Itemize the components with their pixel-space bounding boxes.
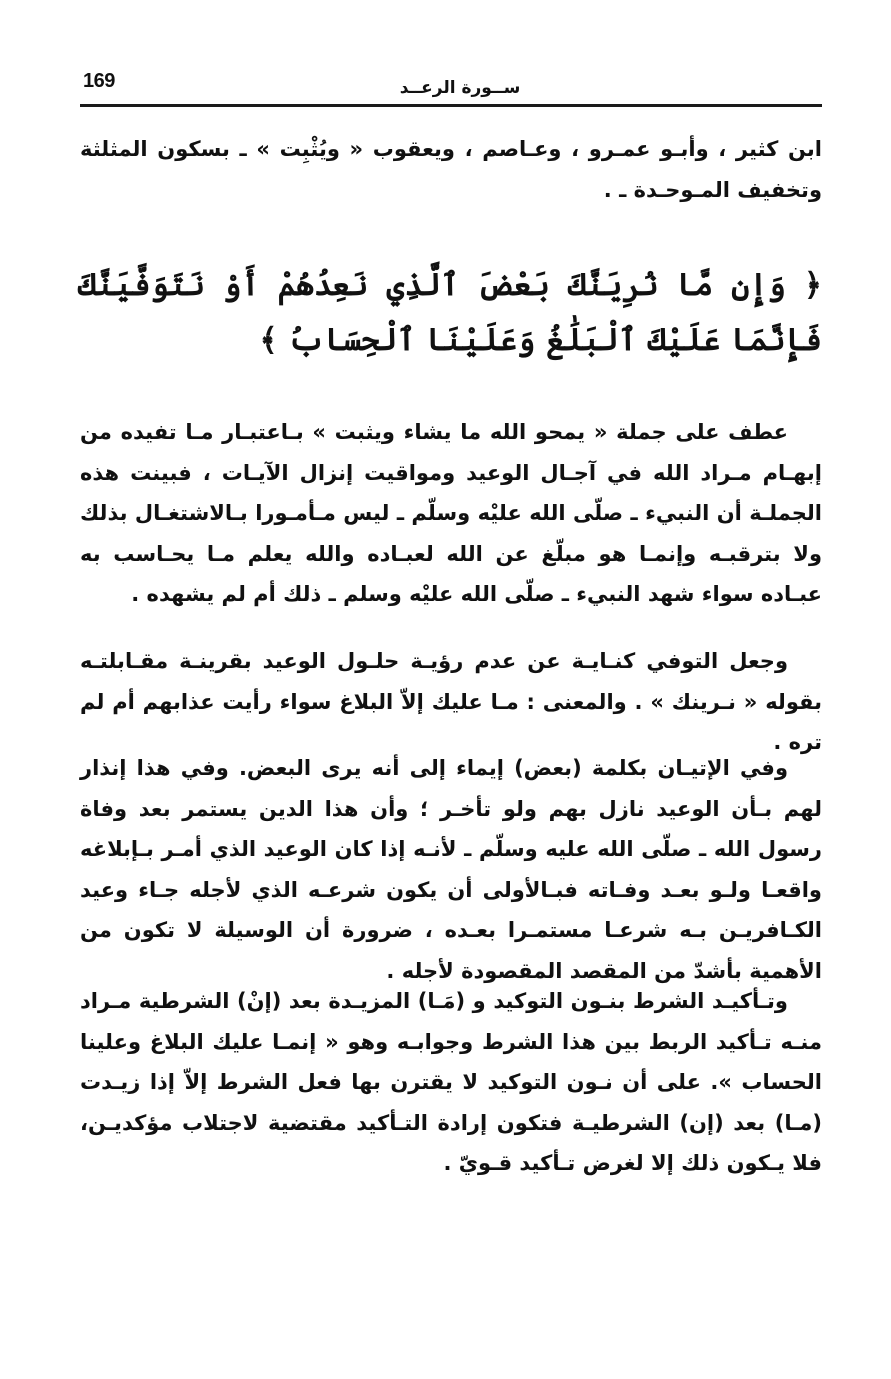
paragraph-2: وجعل التوفي كنـايـة عن عدم رؤيـة حلـول الوعيد بقرينـة مقـابلتـه بقوله « نـرينك » . والمعنى : مـا عليك إلاّ البلاغ سواء رأيت عذابهم أم لم تره . (80, 649, 822, 754)
paragraph-1: عطف على جملة « يمحو الله ما يشاء ويثبت » بـاعتبـار مـا تفيده من إبهـام مـراد الله في آجـال الوعيد ومواقيت إنزال الآيـات ، فبينت هذه الجملـة أن النبيء ـ صلّى الله عليْه وسلّم ـ ليس مـأمـورا بـالاشتغـال بذلك ولا بترقبـه وإنمـا هو مبلّغ عن الله لعبـاده والله يعلم مـا يحـاسب به عبـاده سواء شهد النبيء ـ صلّى الله عليْه وسلم ـ ذلك أم لم يشهده . (80, 420, 822, 606)
paragraph-3: وفي الإتيـان بكلمة (بعض) إيماء إلى أنه يرى البعض. وفي هذا إنذار لهم بـأن الوعيد نازل بهم ولو تأخـر ؛ وأن هذا الدين يستمر بعد وفاة رسول الله ـ صلّى الله عليه وسلّم ـ لأنـه إذا كان الوعيد الذي أمـر بـإبلاغه واقعـا ولـو بعـد وفـاته فبـالأولى أن يكون شرعـه الذي لأجله جـاء وعيد الكـافريـن بـه شرعـا مستمـرا بعـده ، ضرورة أن الوسيلة لا تكون من الأهمية بأشدّ من المقصد المقصودة لأجله . (80, 756, 822, 983)
header-rule (80, 104, 822, 107)
paragraph-4: وتـأكيـد الشرط بنـون التوكيد و (مَـا) المزيـدة بعد (إنْ) الشرطية مـراد منـه تـأكيد الربط بين هذا الشرط وجوابـه وهو « إنمـا عليك البلاغ وعلينا الحساب ». على أن نـون التوكيد لا يقترن بها فعل الشرط إلاّ إذا زيـدت (مـا) بعد (إن) الشرطيـة فتكون إرادة التـأكيد مقتضية لاجتلاب مؤكديـن، فلا يـكون ذلك إلا لغرض تـأكيد قـويّ . (80, 989, 822, 1175)
page-number: 169 (83, 70, 115, 92)
running-title: ســورة الرعــد (399, 78, 521, 98)
quran-verse: ﴿ وَإِن مَّا نُرِيَنَّكَ بَعْضَ ٱلَّذِي نَعِدُهُمْ أَوْ نَتَوَفَّيَنَّكَ فَإِنَّمَا عَلَيْكَ ٱلْبَلَٰغُ وَعَلَيْنَا ٱلْحِسَابُ ﴾ (78, 267, 822, 358)
paragraph-continuation: ابن كثير ، وأبـو عمـرو ، وعـاصم ، ويعقوب « ويُثْبِت » ـ بسكون المثلثة وتخفيف المـوحـدة ـ . (80, 137, 822, 202)
